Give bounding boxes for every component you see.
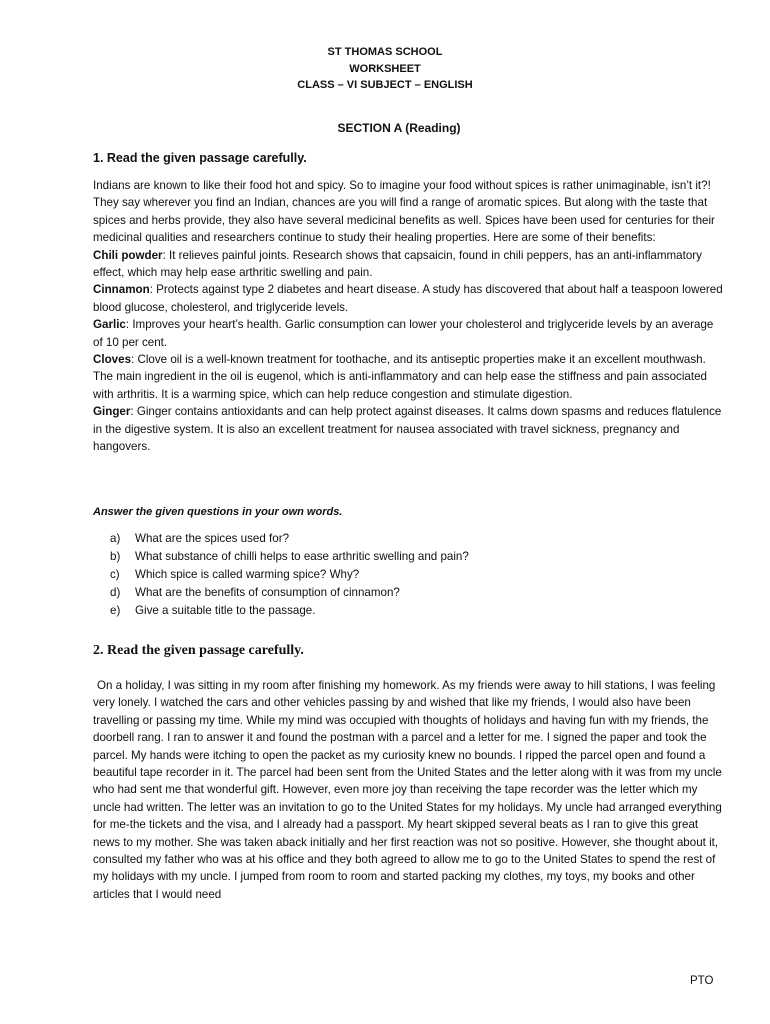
- spice-name: Cinnamon: [93, 283, 150, 297]
- question-list: [110, 530, 469, 620]
- passage-2: On a holiday, I was sitting in my room after finishing my homework. As my friends were away to hill stations, I was feeling very lonely. I watched the cars and other vehicles passing by and wished that like my friends, I would also have been travelling or passing my time. While my mind was occupied with thoughts of holidays and having fun with my friends, the doorbell rang. I ran to answer it and found the postman with a parcel and a letter for me. I signed the paper and took the parcel. My hands were itching to open the packet as my curiosity knew no bounds. I ripped the parcel open and found a beautiful tape recorder in it. The parcel had been sent from the United States and the letter along with it was from my uncle who had sent me that wonderful gift. However, even more joy than receiving the tape recorder was the letter which my uncle had written. The letter was an invitation to go to the United States for my holidays. My uncle had arranged everything for me-the tickets and the visa, and I already had a passport. My heart skipped several beats as I ran to give this great news to my mother. She was taken aback initially and her first reaction was not so positive. However, she thought about it, consulted my father who was at his office and they both agreed to allow me to go to the United States to spend the rest of my holidays with my uncle. I jumped from room to room and started packing my clothes, my toys, my books and other articles that I would need: [93, 679, 722, 901]
- passage-1-intro: Indians are known to like their food hot and spicy. So to imagine your food without spices is rather unimaginable, isn’t it?! They say wherever you find an Indian, chances are you will find a range of aromatic spices. But along with the taste that spices and herbs provide, they also have several medicinal benefits as well. Spices have been used for centuries for their medicinal qualities and researchers continue to study their healing properties. Here are some of their benefits:: [93, 179, 715, 245]
- question-letter: d): [110, 586, 121, 599]
- spice-description: : Ginger contains antioxidants and can help protect against diseases. It calms down spasms and reduces flatulence in the digestive system. It is also an excellent treatment for nausea associated with travel sickness, pregnancy and hangovers.: [93, 405, 722, 454]
- list-item: [110, 584, 469, 602]
- question-letter: c): [110, 568, 120, 581]
- question-text: What are the benefits of consumption of cinnamon?: [135, 586, 400, 599]
- spice-paragraph: [93, 281, 725, 316]
- question-text: Which spice is called warming spice? Why?: [135, 568, 360, 581]
- spice-description: : It relieves painful joints. Research shows that capsaicin, found in chili peppers, has an anti-inflammatory effect, which may help ease arthritic swelling and pain.: [93, 248, 702, 280]
- question-text: Give a suitable title to the passage.: [135, 604, 316, 617]
- spice-paragraph: [93, 316, 725, 351]
- school-name: ST THOMAS SCHOOL: [327, 46, 443, 58]
- passage-1: [93, 177, 725, 456]
- document-type: WORKSHEET: [349, 62, 421, 75]
- spice-description: : Protects against type 2 diabetes and heart disease. A study has discovered that about half a teaspoon lowered blood glucose, cholesterol, and triglyceride levels.: [93, 283, 723, 314]
- section-title: SECTION A (Reading): [337, 121, 461, 135]
- instruction-text: Answer the given questions in your own words.: [93, 506, 343, 518]
- list-item: [110, 566, 469, 584]
- question-letter: e): [110, 604, 121, 617]
- class-subject: CLASS – VI SUBJECT – ENGLISH: [297, 79, 473, 91]
- list-item: [110, 530, 469, 548]
- spice-description: : Improves your heart’s health. Garlic consumption can lower your cholesterol and triglyceride levels by an average of 10 per cent.: [93, 318, 714, 349]
- spice-name: Garlic: [93, 318, 126, 332]
- spice-name: Cloves: [93, 353, 132, 367]
- pto-label: PTO: [690, 975, 714, 987]
- question-letter: a): [110, 532, 121, 545]
- spice-paragraph: [93, 247, 725, 282]
- spice-paragraph: [93, 351, 725, 403]
- question-letter: b): [110, 550, 121, 563]
- question-text: What substance of chilli helps to ease arthritic swelling and pain?: [135, 550, 469, 563]
- spice-name: Chili powder: [93, 248, 163, 262]
- question-text: What are the spices used for?: [135, 532, 290, 545]
- spice-paragraph: [93, 403, 725, 455]
- document-header: [0, 44, 770, 94]
- spice-name: Ginger: [93, 405, 131, 419]
- question-2-heading: 2. Read the given passage carefully.: [93, 643, 304, 658]
- spice-description: : Clove oil is a well-known treatment for toothache, and its antiseptic properties make it an excellent mouthwash. The main ingredient in the oil is eugenol, which is anti-inflammatory and can help ease the stiffness and pain associated with arthritis. It is a warming spice, which can help reduce congestion and stimulate digestion.: [93, 353, 707, 401]
- question-1-heading: 1. Read the given passage carefully.: [93, 151, 307, 165]
- list-item: [110, 602, 469, 620]
- list-item: [110, 548, 469, 566]
